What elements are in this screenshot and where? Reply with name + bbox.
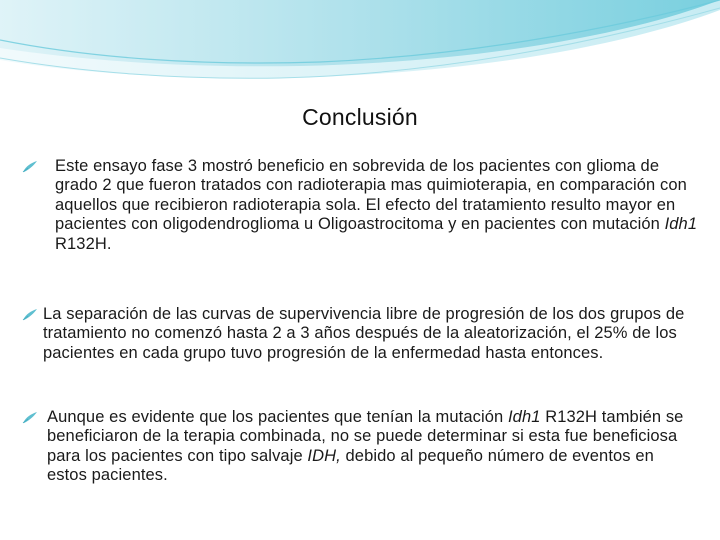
slide-title: Conclusión bbox=[302, 104, 418, 130]
bullet-item-2 bbox=[22, 305, 698, 363]
bullet-3-text-b: R132H también se beneficiaron de la terapia combinada, no se puede determinar si esta fue beneficiosa para los pacientes con tipo salvaje bbox=[47, 408, 684, 465]
bullet-3-idh-italic: IDH, bbox=[307, 446, 341, 465]
bullet-1-gene-italic: Idh1 bbox=[664, 215, 698, 234]
bullet-1-text-b: R132H. bbox=[55, 234, 112, 253]
bullet-3-text-c: debido al pequeño número de eventos en estos pacientes. bbox=[47, 446, 654, 485]
feather-bullet-icon bbox=[22, 160, 38, 174]
bullet-3-gene-italic: Idh1 bbox=[508, 408, 541, 426]
bullet-text-2: La separación de las curvas de supervivencia libre de progresión de los dos grupos de tratamiento no comenzó hasta 2 a 3 años después de la aleatorización, el 25% de los pacientes en cada grupo tuvo progresión de la enfermedad hasta entonces. bbox=[43, 305, 685, 362]
bullet-3-text-a: Aunque es evidente que los pacientes que tenían la mutación bbox=[47, 408, 508, 426]
feather-bullet-icon bbox=[22, 308, 38, 322]
bullet-item-1 bbox=[22, 157, 698, 254]
bullet-text-1 bbox=[43, 157, 698, 254]
feather-bullet-icon bbox=[22, 411, 38, 425]
header-wave-decoration bbox=[0, 0, 720, 90]
bullet-text-3 bbox=[43, 408, 698, 486]
bullet-1-text-a: Este ensayo fase 3 mostró beneficio en sobrevida de los pacientes con glioma de grado 2 que fueron tratados con radioterapia mas quimioterapia, en comparación con aquellos que recibieron radioterapia sola. El efecto del tratamiento resulto mayor en pacientes con oligodendroglioma u Oligoastrocitoma y en pacientes con mutación bbox=[55, 157, 687, 234]
bullet-item-3 bbox=[22, 408, 698, 486]
